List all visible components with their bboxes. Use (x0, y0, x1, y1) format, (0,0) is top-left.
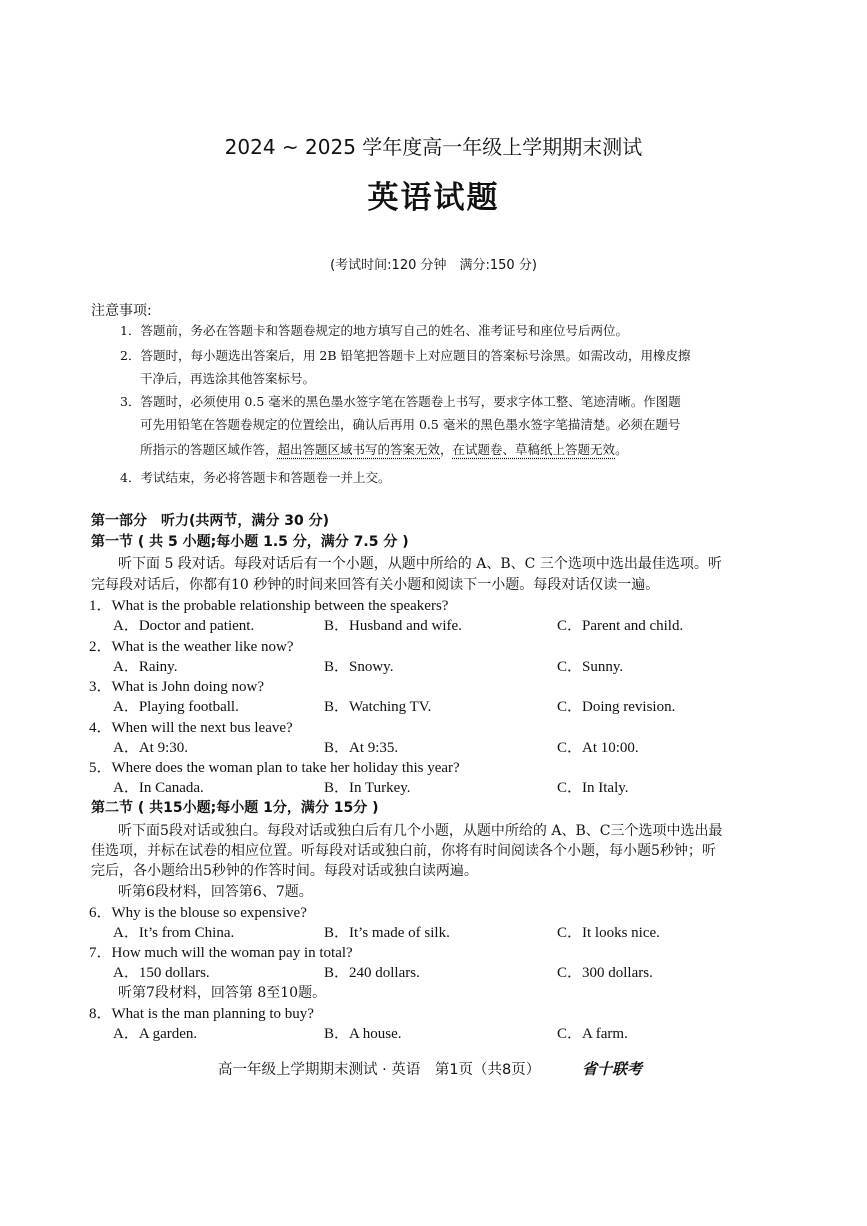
section-2-instruction-line-2: 佳选项，并标在试卷的相应位置。听每段对话或独白前，你将有时间阅读各个小题，每小题5秒钟；听 (91, 843, 716, 859)
note-3-line-2: 可先用铅笔在答题卷规定的位置绘出，确认后再用 0.5 毫米的黑色墨水签字笔描清楚。必须在题号 (140, 417, 681, 432)
question-4: 4．When will the next bus leave? (89, 720, 293, 736)
note-3-emphasis-2: 在试题卷、草稿纸上答题无效 (452, 442, 616, 457)
page-footer: 高一年级上学期期末测试 · 英语 第1页（共8页） (218, 1062, 541, 1078)
question-6-option-c: C．It looks nice. (557, 925, 660, 941)
question-2-option-b: B．Snowy. (324, 659, 394, 675)
question-7-option-a: A．150 dollars. (113, 965, 210, 981)
question-3-option-b: B．Watching TV. (324, 699, 432, 715)
section-1-heading: 第一节 ( 共 5 小题;每小题 1.5 分，满分 7.5 分 ) (91, 534, 409, 550)
question-3-option-a: A．Playing football. (113, 699, 239, 715)
question-7: 7．How much will the woman pay in total? (89, 945, 353, 961)
question-2-option-c: C．Sunny. (557, 659, 624, 675)
question-6: 6．Why is the blouse so expensive? (89, 905, 307, 921)
question-6-option-b: B．It’s made of silk. (324, 925, 450, 941)
note-3-comma: ， (440, 442, 453, 457)
question-1-option-a: A．Doctor and patient. (113, 618, 255, 634)
question-3-option-c: C．Doing revision. (557, 699, 676, 715)
notes-heading: 注意事项: (91, 303, 152, 319)
note-3-text: 所指示的答题区域作答， (140, 442, 278, 457)
exam-time-and-score: (考试时间:120 分钟 满分:150 分) (330, 258, 537, 273)
section-1-instruction-line-1: 听下面 5 段对话。每段对话后有一个小题，从题中所给的 A、B、C 三个选项中选出最佳选项。听 (118, 556, 722, 572)
question-5-option-b: B．In Turkey. (324, 780, 411, 796)
question-5-option-a: A．In Canada. (113, 780, 204, 796)
note-2-line-1: 2．答题时，每小题选出答案后，用 2B 铅笔把答题卡上对应题目的答案标号涂黑。如需改动，用橡皮擦 (120, 348, 691, 363)
question-8-option-a: A．A garden. (113, 1026, 198, 1042)
section-2-instruction-line-1: 听下面5段对话或独白。每段对话或独白后有几个小题，从题中所给的 A、B、C三个选项中选出最 (118, 823, 723, 839)
question-2: 2．What is the weather like now? (89, 639, 294, 655)
page-title: 英语试题 (367, 180, 500, 216)
section-2-instruction-line-3: 完后，各小题给出5秒钟的作答时间。每段对话或独白读两遍。 (91, 863, 478, 879)
question-4-option-c: C．At 10:00. (557, 740, 639, 756)
note-2-line-2: 干净后，再选涂其他答案标号。 (140, 371, 316, 386)
note-4: 4．考试结束，务必将答题卡和答题卷一并上交。 (120, 470, 391, 485)
question-8: 8．What is the man planning to buy? (89, 1006, 314, 1022)
question-3: 3．What is John doing now? (89, 679, 264, 695)
question-8-option-c: C．A farm. (557, 1026, 628, 1042)
note-3-line-3 (140, 437, 628, 462)
section-2-heading: 第二节 ( 共15小题;每小题 1分，满分 15分 ) (91, 800, 379, 816)
question-1: 1．What is the probable relationship between the speakers? (89, 598, 449, 614)
material-6-note: 听第6段材料，回答第6、7题。 (118, 884, 313, 900)
question-2-option-a: A．Rainy. (113, 659, 178, 675)
question-8-option-b: B．A house. (324, 1026, 402, 1042)
question-1-option-b: B．Husband and wife. (324, 618, 462, 634)
section-1-instruction-line-2: 完每段对话后，你都有10 秒钟的时间来回答有关小题和阅读下一小题。每段对话仅读一遍。 (91, 577, 660, 593)
part-1-heading: 第一部分 听力(共两节，满分 30 分) (91, 513, 330, 529)
note-1: 1．答题前，务必在答题卡和答题卷规定的地方填写自己的姓名、准考证号和座位号后两位。 (120, 323, 628, 338)
exam-year-line: 2024 ~ 2025 学年度高一年级上学期期末测试 (224, 135, 643, 159)
note-3-emphasis-1: 超出答题区域书写的答案无效 (277, 442, 441, 457)
question-5-option-c: C．In Italy. (557, 780, 629, 796)
question-7-option-b: B．240 dollars. (324, 965, 420, 981)
note-3-period: 。 (615, 442, 628, 457)
material-7-note: 听第7段材料，回答第 8至10题。 (118, 985, 327, 1001)
question-6-option-a: A．It’s from China. (113, 925, 235, 941)
question-4-option-a: A．At 9:30. (113, 740, 189, 756)
question-7-option-c: C．300 dollars. (557, 965, 653, 981)
note-3-line-1: 3．答题时，必须使用 0.5 毫米的黑色墨水签字笔在答题卷上书写，要求字体工整、笔迹清晰。作图题 (120, 394, 681, 409)
question-1-option-c: C．Parent and child. (557, 618, 684, 634)
question-4-option-b: B．At 9:35. (324, 740, 399, 756)
exam-brand-stamp: 省十联考 (582, 1060, 643, 1078)
question-5: 5．Where does the woman plan to take her holiday this year? (89, 760, 460, 776)
